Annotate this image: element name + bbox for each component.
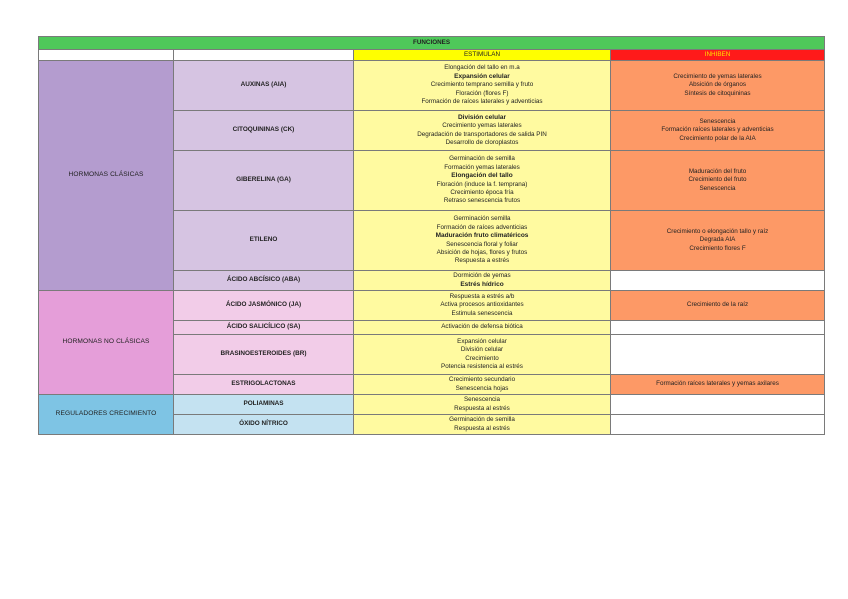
inhiben-item: Senescencia — [699, 117, 736, 125]
estimulan-cell[interactable] — [354, 111, 611, 151]
inhiben-cell[interactable] — [611, 321, 825, 335]
header-empty-cell[interactable] — [39, 50, 174, 61]
estimulan-item: Dormición de yemas — [453, 272, 511, 280]
inhiben-item: Formación raíces laterales y adventicias — [661, 126, 774, 134]
hormone-name-cell[interactable]: ÁCIDO ABCÍSICO (ABA) — [174, 271, 354, 291]
inhiben-item: Crecimiento de yemas laterales — [673, 72, 762, 80]
estimulan-cell[interactable] — [354, 335, 611, 375]
column-header-estimulan[interactable]: ESTIMULAN — [354, 50, 611, 61]
inhiben-item: Maduración del fruto — [688, 167, 747, 175]
inhiben-item: Crecimiento de la raíz — [686, 301, 749, 309]
inhiben-cell[interactable] — [611, 111, 825, 151]
inhiben-item: Crecimiento del fruto — [688, 176, 747, 184]
estimulan-item: Senescencia — [463, 396, 501, 404]
inhiben-cell[interactable] — [611, 151, 825, 211]
inhiben-item: Crecimiento polar de la AIA — [679, 134, 756, 142]
estimulan-item: Desarrollo de cloroplastos — [445, 138, 519, 146]
estimulan-cell[interactable] — [354, 291, 611, 321]
estimulan-item: Senescencia floral y foliar — [446, 240, 518, 248]
estimulan-cell[interactable] — [354, 395, 611, 415]
estimulan-item: Germinación de semilla — [449, 416, 515, 424]
estimulan-item: Activación de defensa biótica — [441, 323, 523, 331]
estimulan-item: Senescencia hojas — [455, 384, 509, 392]
inhiben-item: Crecimiento o elongación tallo y raíz — [666, 227, 769, 235]
estimulan-item: Estimula senescencia — [451, 309, 513, 317]
estimulan-item: Maduración fruto climatéricos — [435, 232, 529, 240]
estimulan-item: Crecimiento secundario — [448, 376, 516, 384]
inhiben-item: Crecimiento flores F — [689, 244, 746, 252]
estimulan-item: Crecimiento época fría — [450, 188, 514, 196]
inhiben-item: Senescencia — [699, 184, 736, 192]
inhiben-item: Absición de órganos — [688, 81, 747, 89]
inhiben-cell[interactable] — [611, 335, 825, 375]
inhiben-item: Síntesis de citoquininas — [684, 89, 751, 97]
header-empty-cell[interactable] — [174, 50, 354, 61]
estimulan-item: Expansión celular — [454, 72, 510, 80]
estimulan-item: Germinación semilla — [453, 215, 511, 223]
estimulan-item: Elongación del tallo en m.a — [444, 64, 520, 72]
estimulan-item: Crecimiento temprano semilla y fruto — [430, 81, 534, 89]
inhiben-cell[interactable] — [611, 61, 825, 111]
estimulan-item: Respuesta a estrés a/b — [449, 292, 515, 300]
estimulan-item: Retraso senescencia frutos — [443, 197, 521, 205]
estimulan-item: Elongación del tallo — [451, 172, 513, 180]
estimulan-item: Crecimiento — [465, 354, 499, 362]
estimulan-cell[interactable] — [354, 211, 611, 271]
estimulan-item: Floración (flores F) — [455, 89, 509, 97]
inhiben-cell[interactable] — [611, 375, 825, 395]
estimulan-item: Formación de raíces adventicias — [436, 223, 528, 231]
estimulan-item: Germinación de semilla — [449, 155, 515, 163]
hormone-name-cell[interactable]: ÁCIDO JASMÓNICO (JA) — [174, 291, 354, 321]
hormone-name-cell[interactable]: ESTRIGOLACTONAS — [174, 375, 354, 395]
hormone-name-cell[interactable]: CITOQUININAS (CK) — [174, 111, 354, 151]
estimulan-cell[interactable] — [354, 415, 611, 435]
estimulan-cell[interactable] — [354, 321, 611, 335]
estimulan-cell[interactable] — [354, 61, 611, 111]
inhiben-cell[interactable] — [611, 395, 825, 415]
estimulan-item: Respuesta a estrés — [454, 257, 510, 265]
estimulan-cell[interactable] — [354, 151, 611, 211]
hormone-name-cell[interactable]: ÓXIDO NÍTRICO — [174, 415, 354, 435]
estimulan-item: División celular — [457, 113, 507, 121]
hormone-name-cell[interactable]: BRASINOESTEROIDES (BR) — [174, 335, 354, 375]
column-header-inhiben[interactable]: INHIBEN — [611, 50, 825, 61]
hormone-name-cell[interactable]: AUXINAS (AIA) — [174, 61, 354, 111]
table-row — [39, 395, 825, 415]
group-label-no-clasicas[interactable]: HORMONAS NO CLÁSICAS — [39, 291, 174, 395]
hormone-functions-table — [38, 36, 825, 435]
table-row — [39, 61, 825, 111]
estimulan-item: Expansión celular — [457, 337, 507, 345]
group-label-reguladores[interactable]: REGULADORES CRECIMIENTO — [39, 395, 174, 435]
estimulan-item: Estrés hídrico — [460, 280, 504, 288]
estimulan-item: Floración (induce la f. temprana) — [436, 180, 528, 188]
inhiben-item: Degrada AIA — [699, 236, 736, 244]
estimulan-item: Respuesta al estrés — [454, 424, 510, 432]
estimulan-item: Absición de hojas, flores y frutos — [436, 248, 528, 256]
hormone-name-cell[interactable]: POLIAMINAS — [174, 395, 354, 415]
estimulan-item: Respuesta al estrés — [454, 404, 510, 412]
estimulan-cell[interactable] — [354, 271, 611, 291]
estimulan-item: Formación yemas laterales — [444, 163, 520, 171]
table-title[interactable]: FUNCIONES — [39, 37, 825, 50]
estimulan-item: Activa procesos antioxidantes — [440, 301, 524, 309]
hormone-name-cell[interactable]: ETILENO — [174, 211, 354, 271]
hormone-name-cell[interactable]: GIBERELINA (GA) — [174, 151, 354, 211]
estimulan-item: Formación de raíces laterales y adventicias — [421, 98, 543, 106]
estimulan-item: Crecimiento yemas laterales — [442, 122, 522, 130]
table-body — [39, 37, 825, 435]
inhiben-cell[interactable] — [611, 291, 825, 321]
estimulan-item: División celular — [460, 346, 504, 354]
table-row — [39, 291, 825, 321]
estimulan-cell[interactable] — [354, 375, 611, 395]
estimulan-item: Potencia resistencia al estrés — [441, 362, 523, 370]
inhiben-item: Formación raíces laterales y yemas axilares — [656, 380, 779, 388]
estimulan-item: Degradación de transportadores de salida PIN — [417, 130, 547, 138]
inhiben-cell[interactable] — [611, 271, 825, 291]
title-row — [39, 37, 825, 50]
inhiben-cell[interactable] — [611, 211, 825, 271]
group-label-clasicas[interactable]: HORMONAS CLÁSICAS — [39, 61, 174, 291]
column-header-row — [39, 50, 825, 61]
hormone-name-cell[interactable]: ÁCIDO SALICÍLICO (SA) — [174, 321, 354, 335]
inhiben-cell[interactable] — [611, 415, 825, 435]
